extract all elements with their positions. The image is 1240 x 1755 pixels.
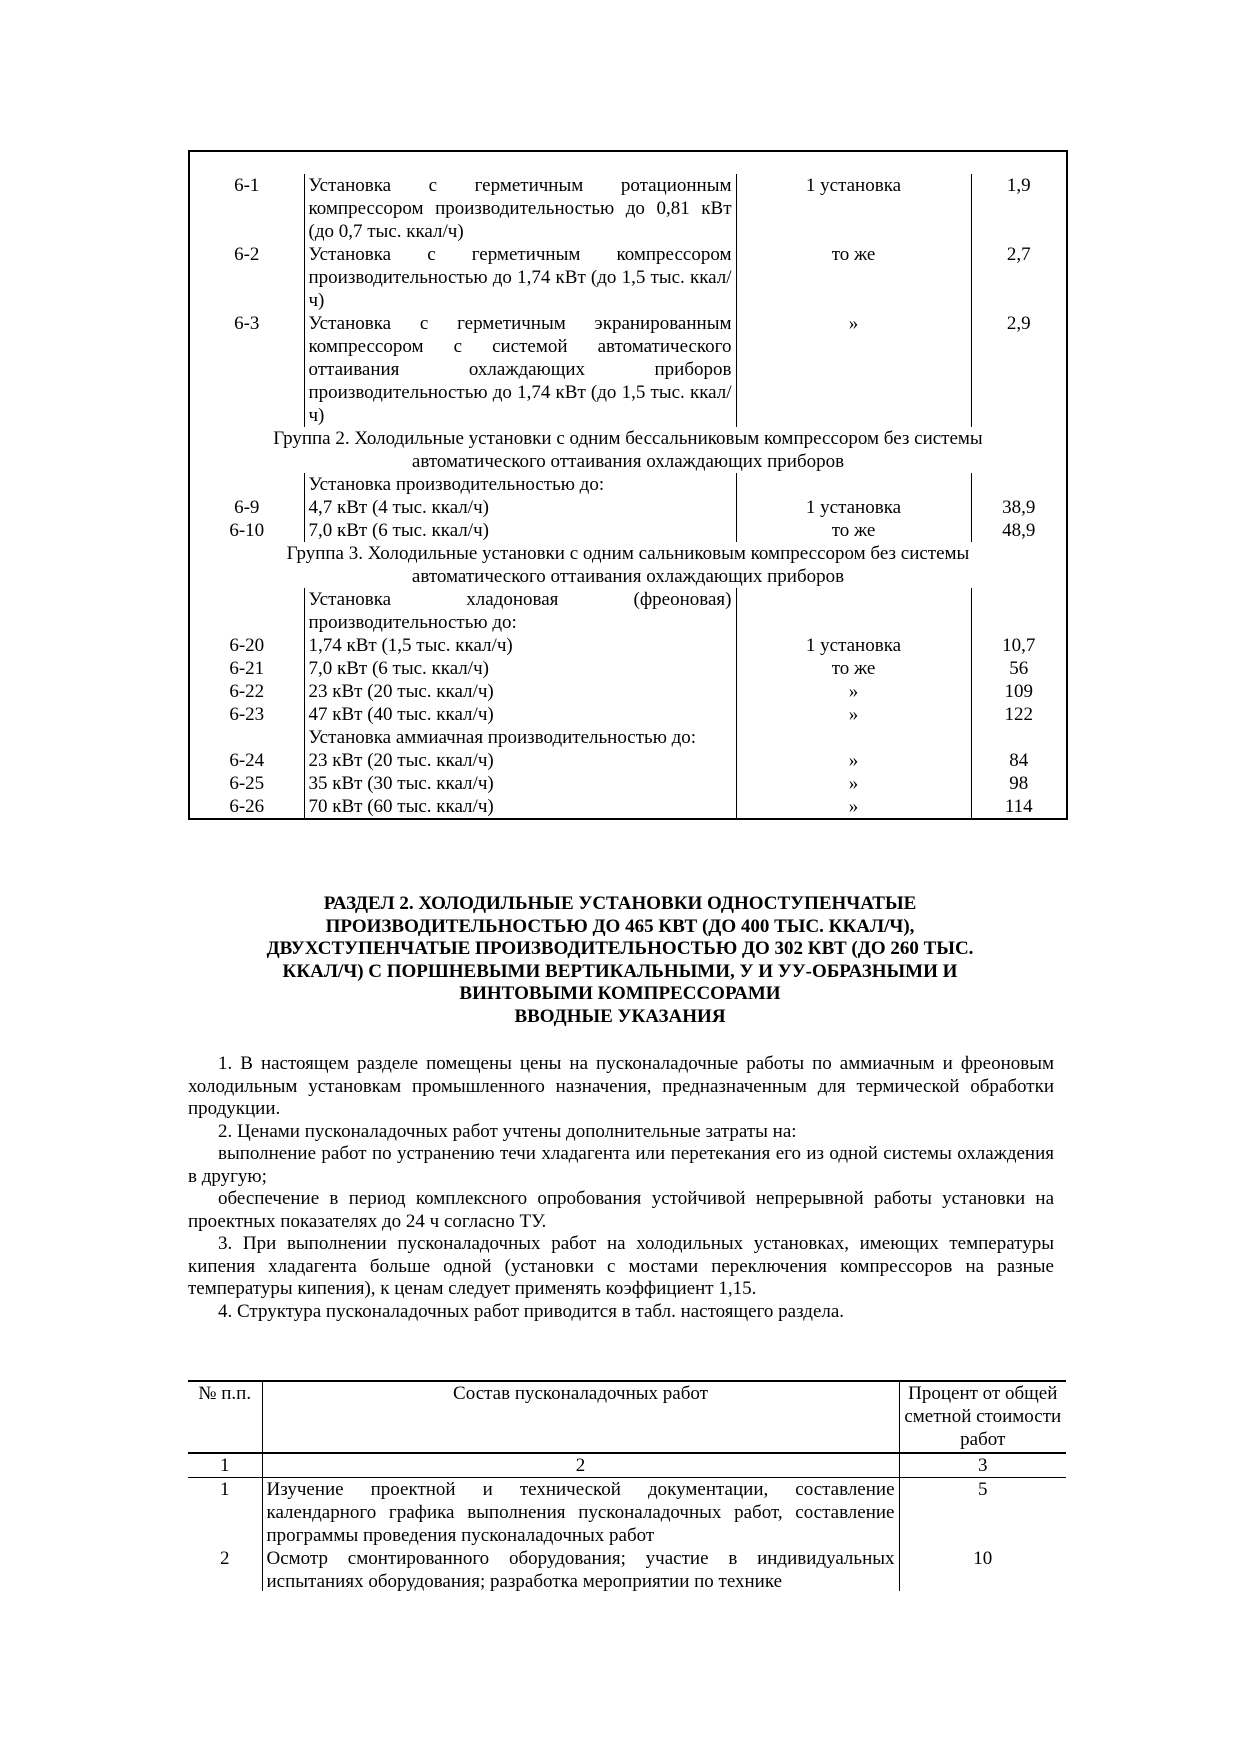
row-unit: 1 установка <box>736 174 971 243</box>
column-number-row <box>188 1453 1066 1478</box>
header-num: № п.п. <box>188 1381 262 1453</box>
section-subtitle: ВВОДНЫЕ УКАЗАНИЯ <box>514 1005 726 1027</box>
table-row <box>188 1478 1066 1548</box>
row-work: Изучение проектной и технической документации, составление календарного графика выполнения пусконаладочных работ, составление программы проведения пусконаладочных работ <box>262 1478 899 1548</box>
row-name: 7,0 кВт (6 тыс. ккал/ч) <box>304 657 736 680</box>
row-code: 6-20 <box>189 634 304 657</box>
row-value: 1,9 <box>971 174 1067 243</box>
row-unit: » <box>736 795 971 819</box>
price-table <box>188 150 1068 820</box>
ammonia-intro: Установка аммиачная производительностью до: <box>304 726 736 749</box>
row-code: 6-10 <box>189 519 304 542</box>
row-name: 1,74 кВт (1,5 тыс. ккал/ч) <box>304 634 736 657</box>
row-code: 6-2 <box>189 243 304 312</box>
table-row <box>189 772 1067 795</box>
row-value: 122 <box>971 703 1067 726</box>
row-name: 7,0 кВт (6 тыс. ккал/ч) <box>304 519 736 542</box>
header-work: Состав пусконаладочных работ <box>262 1381 899 1453</box>
works-structure-table <box>188 1380 1066 1591</box>
section-title-line: ККАЛ/Ч) С ПОРШНЕВЫМИ ВЕРТИКАЛЬНЫМИ, У И УУ-ОБРАЗНЫМИ И <box>282 960 958 982</box>
column-number: 2 <box>262 1453 899 1478</box>
table-row <box>189 680 1067 703</box>
table-row <box>189 496 1067 519</box>
table-row <box>189 726 1067 749</box>
row-name: 35 кВт (30 тыс. ккал/ч) <box>304 772 736 795</box>
section-title-line: ВИНТОВЫМИ КОМПРЕССОРАМИ <box>459 983 781 1004</box>
row-value: 56 <box>971 657 1067 680</box>
row-value: 10,7 <box>971 634 1067 657</box>
row-name: Установка с герметичным компрессором производительностью до 1,74 кВт (до 1,5 тыс. ккал/ч) <box>304 243 736 312</box>
column-number: 3 <box>899 1453 1066 1478</box>
row-code: 6-22 <box>189 680 304 703</box>
group-heading-row <box>189 542 1067 588</box>
row-unit: » <box>736 312 971 427</box>
row-percent: 5 <box>978 1479 988 1500</box>
row-value: 48,9 <box>971 519 1067 542</box>
row-name: 4,7 кВт (4 тыс. ккал/ч) <box>304 496 736 519</box>
row-code: 6-3 <box>189 312 304 427</box>
row-code: 6-25 <box>189 772 304 795</box>
intro-text <box>188 1053 1054 1323</box>
table-row <box>189 473 1067 496</box>
row-name: 70 кВт (60 тыс. ккал/ч) <box>304 795 736 819</box>
table-row <box>189 174 1067 243</box>
table-row <box>189 657 1067 680</box>
row-unit: » <box>736 703 971 726</box>
row-code: 6-9 <box>189 496 304 519</box>
paragraph: 3. При выполнении пусконаладочных работ на холодильных установках, имеющих температуры кипения хладагента больше одной (установки с мостами переключения компрессоров на разные температуры кипения), к ценам следует применять коэффициент 1,15. <box>188 1233 1054 1299</box>
group-3-heading: Группа 3. Холодильные установки с одним сальниковым компрессором без системы автоматического оттаивания охлаждающих приборов <box>189 542 1067 588</box>
row-num: 1 <box>220 1479 230 1500</box>
section-title-line: ПРОИЗВОДИТЕЛЬНОСТЬЮ ДО 465 КВТ (ДО 400 ТЫС. ККАЛ/Ч), <box>325 915 915 937</box>
section-heading <box>220 893 1020 1028</box>
row-unit: 1 установка <box>736 496 971 519</box>
paragraph: 2. Ценами пусконаладочных работ учтены дополнительные затраты на: <box>218 1120 797 1142</box>
table-row <box>189 312 1067 427</box>
table-row <box>189 634 1067 657</box>
row-percent: 10 <box>973 1548 993 1569</box>
table-continuation-row <box>189 151 1067 174</box>
row-value: 114 <box>971 795 1067 819</box>
row-name: Установка с герметичным ротационным компрессором производительностью до 0,81 кВт (до 0,7 тыс. ккал/ч) <box>304 174 736 243</box>
row-code: 6-26 <box>189 795 304 819</box>
table-header-row <box>188 1381 1066 1453</box>
table-row <box>189 588 1067 634</box>
table-row <box>189 749 1067 772</box>
paragraph: 1. В настоящем разделе помещены цены на пусконаладочные работы по аммиачным и фреоновым холодильным установкам промышленного назначения, предназначенным для термической обработки продукции. <box>188 1053 1054 1119</box>
row-unit: 1 установка <box>736 634 971 657</box>
row-value: 2,7 <box>971 243 1067 312</box>
group-heading-row <box>189 427 1067 473</box>
row-unit: то же <box>736 519 971 542</box>
row-name: Установка с герметичным экранированным компрессором с системой автоматического оттаивания охлаждающих приборов производительностью до 1,74 кВт (до 1,5 тыс. ккал/ч) <box>304 312 736 427</box>
row-name: 23 кВт (20 тыс. ккал/ч) <box>304 680 736 703</box>
row-value: 84 <box>971 749 1067 772</box>
table-row <box>189 243 1067 312</box>
row-unit: » <box>736 680 971 703</box>
section-title-line: РАЗДЕЛ 2. ХОЛОДИЛЬНЫЕ УСТАНОВКИ ОДНОСТУПЕНЧАТЫЕ <box>323 893 917 914</box>
column-number: 1 <box>188 1453 262 1478</box>
row-code: 6-21 <box>189 657 304 680</box>
row-code: 6-1 <box>189 174 304 243</box>
section-title-line: ДВУХСТУПЕНЧАТЫЕ ПРОИЗВОДИТЕЛЬНОСТЬЮ ДО 302 КВТ (ДО 260 ТЫС. <box>266 938 974 959</box>
table-row <box>189 519 1067 542</box>
row-unit: то же <box>736 657 971 680</box>
row-value: 109 <box>971 680 1067 703</box>
group-2-heading: Группа 2. Холодильные установки с одним бессальниковым компрессором без системы автоматического оттаивания охлаждающих приборов <box>189 427 1067 473</box>
row-code: 6-23 <box>189 703 304 726</box>
row-name: 23 кВт (20 тыс. ккал/ч) <box>304 749 736 772</box>
group-2-intro: Установка производительностью до: <box>304 473 736 496</box>
table-row <box>188 1547 1066 1591</box>
paragraph: выполнение работ по устранению течи хладагента или перетекания его из одной системы охлаждения в другую; <box>188 1143 1054 1187</box>
row-unit: » <box>736 749 971 772</box>
paragraph: обеспечение в период комплексного опробования устойчивой непрерывной работы установки на проектных показателях до 24 ч согласно ТУ. <box>188 1188 1054 1232</box>
group-3-intro: Установка хладоновая (фреоновая) производительностью до: <box>304 588 736 634</box>
row-name: 47 кВт (40 тыс. ккал/ч) <box>304 703 736 726</box>
row-code: 6-24 <box>189 749 304 772</box>
row-value: 38,9 <box>971 496 1067 519</box>
table-row <box>189 703 1067 726</box>
row-unit: » <box>736 772 971 795</box>
table-row <box>189 795 1067 819</box>
row-num: 2 <box>220 1548 230 1569</box>
row-work: Осмотр смонтированного оборудования; участие в индивидуальных испытаниях оборудования; разработка мероприятии по технике <box>266 1548 895 1591</box>
row-value: 2,9 <box>971 312 1067 427</box>
row-value: 98 <box>971 772 1067 795</box>
paragraph: 4. Структура пусконаладочных работ приводится в табл. настоящего раздела. <box>218 1300 845 1322</box>
row-unit: то же <box>736 243 971 312</box>
header-percent: Процент от общей сметной стоимости работ <box>899 1381 1066 1453</box>
